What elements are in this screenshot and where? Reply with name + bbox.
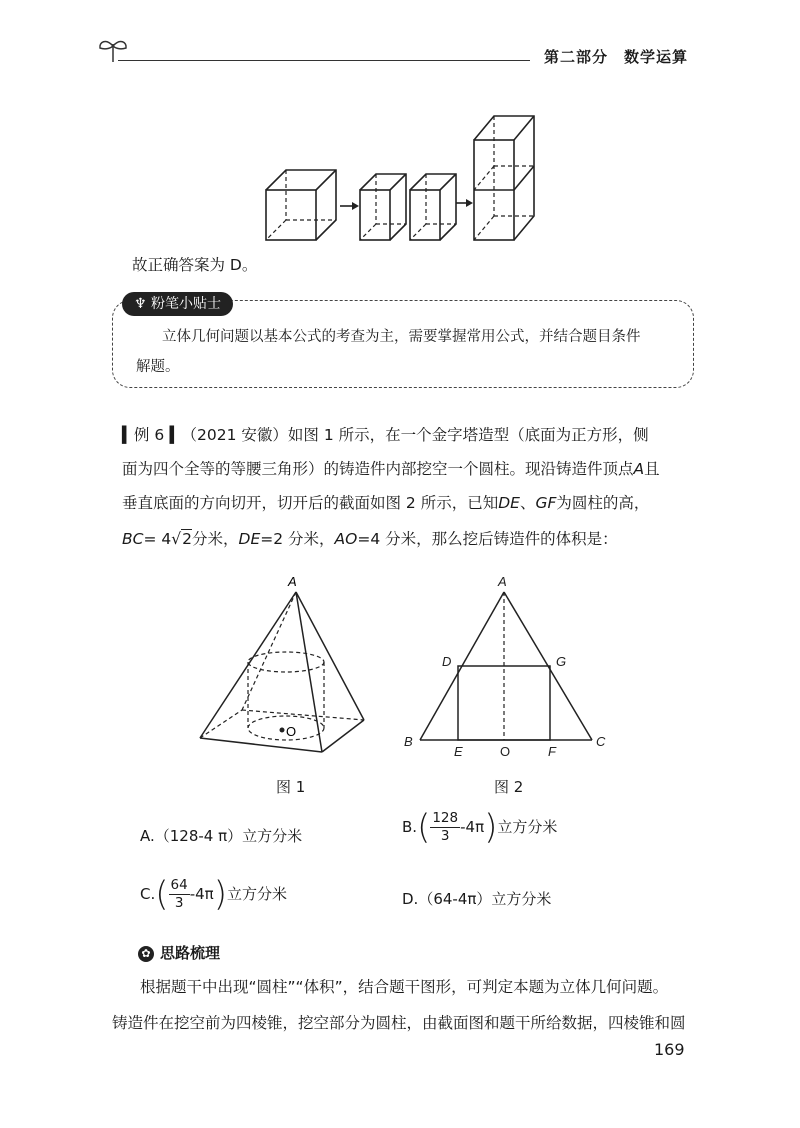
option-c-unit: 立方分米	[226, 885, 287, 903]
analysis-title	[138, 942, 220, 963]
sprout-icon: ♆	[134, 296, 152, 312]
cube-sequence-figure	[260, 100, 540, 250]
arrow-icon	[340, 202, 359, 210]
tip-line-1: 立体几何问题以基本公式的考查为主，需要掌握常用公式，并结合题目条件	[162, 329, 641, 345]
option-b-den: 3	[440, 828, 450, 844]
example-line-1-text: （2021 安徽）如图 1 所示，在一个金字塔造型（底面为正方形，侧	[181, 426, 649, 444]
example-line-3-end: 为圆柱的高，	[556, 494, 650, 512]
example-line-1: ▍例 6 ▍（2021 安徽）如图 1 所示，在一个金字塔造型（底面为正方形，侧	[122, 426, 649, 444]
var-bc: BC	[122, 530, 144, 548]
option-b-fraction	[430, 810, 460, 845]
option-c-num: 64	[170, 877, 188, 893]
var-gf: GF	[535, 494, 557, 512]
answer-line: 故正确答案为 D。	[132, 256, 258, 274]
fig2-label-g: G	[556, 654, 567, 669]
var-de: DE	[498, 494, 520, 512]
fig2-label-c: C	[596, 734, 606, 749]
fig1-label-o: O	[286, 724, 297, 739]
tip-line-2: 解题。	[136, 359, 180, 375]
example-line-3-text: 垂直底面的方向切开，切开后的截面如图 2 所示，已知	[122, 494, 499, 512]
option-b[interactable]: B.( $\frac{128}{3}$ -4π)立方分米	[402, 807, 558, 848]
option-c-fraction	[169, 877, 190, 912]
var-de-2: DE	[238, 530, 261, 548]
fig1-label-a: A	[288, 574, 297, 589]
example-line-4: BC= 4√2分米，DE=2 分米，AO=4 分米，那么挖后铸造件的体积是：	[122, 530, 618, 548]
analysis-line-1: 根据题干中出现“圆柱”“体积”，结合题干图形，可判定本题为立体几何问题。	[140, 978, 669, 996]
figure-1-pyramid	[190, 570, 380, 760]
figure-1-caption: 图 1	[276, 778, 306, 796]
arrow-icon	[456, 199, 473, 207]
unit1: 分米，	[192, 530, 239, 548]
analysis-title-text: 思路梳理	[160, 944, 221, 962]
fig2-label-e: E	[454, 744, 463, 759]
option-b-prefix: B.	[402, 818, 418, 836]
fig2-label-d: D	[442, 654, 452, 669]
tip-label	[122, 292, 233, 316]
gear-icon: ✿	[138, 946, 154, 962]
option-c-prefix: C.	[140, 885, 156, 903]
fig2-label-f: F	[548, 744, 556, 759]
option-b-tail: -4π	[460, 818, 485, 836]
header-rule	[118, 60, 530, 61]
eq1: = 4	[143, 530, 172, 548]
fig2-label-a: A	[498, 574, 507, 589]
example-tag: 例 6	[133, 426, 165, 444]
page-number: 169	[654, 1040, 685, 1059]
center-point-o	[280, 728, 285, 733]
option-d[interactable]: D.（64-4π）立方分米	[402, 890, 552, 908]
var-a: A	[633, 460, 645, 478]
figure-2-cross-section	[400, 570, 612, 760]
option-c[interactable]: C.( $\frac{64}{3}$ -4π)立方分米	[140, 874, 287, 915]
option-b-num: 128	[432, 810, 459, 826]
figure-2-caption: 图 2	[494, 778, 524, 796]
option-c-tail: -4π	[189, 885, 214, 903]
option-a[interactable]: A.（128-4 π）立方分米	[140, 827, 303, 845]
example-line-2-end: 且	[644, 460, 660, 478]
analysis-line-2: 铸造件在挖空前为四棱锥，挖空部分为圆柱，由截面图和题干所给数据，四棱锥和圆	[112, 1014, 686, 1032]
example-line-2	[122, 452, 660, 486]
var-ao: AO	[334, 530, 358, 548]
eq2: =2 分米，	[260, 530, 335, 548]
tip-label-text: 粉笔小贴士	[151, 296, 222, 312]
example-line-2-text: 面为四个全等的等腰三角形）的铸造件内部挖空一个圆柱。现沿铸造件顶点	[122, 460, 634, 478]
fig2-label-b: B	[404, 734, 413, 749]
eq3: =4 分米，那么挖后铸造件的体积是：	[357, 530, 618, 548]
option-b-unit: 立方分米	[497, 818, 558, 836]
fig2-label-o: O	[500, 744, 511, 759]
example-line-3	[122, 486, 649, 520]
header-title: 第二部分 数学运算	[544, 48, 689, 66]
option-c-den: 3	[174, 895, 184, 911]
sqrt-radicand: 2	[182, 530, 193, 548]
sep: 、	[519, 494, 536, 512]
